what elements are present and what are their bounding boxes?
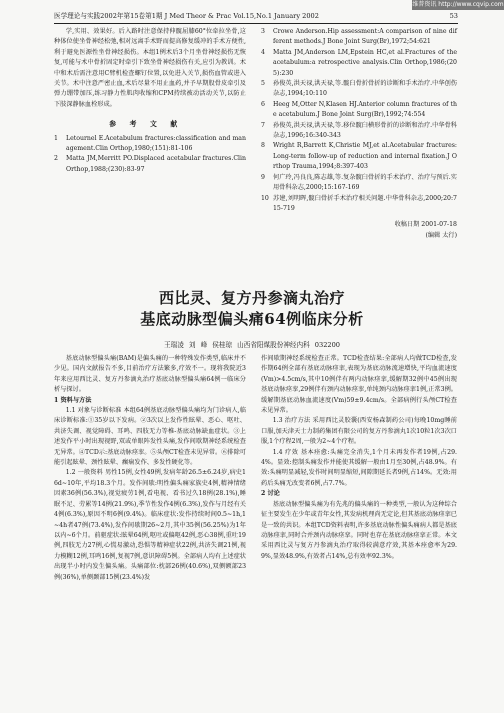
reference-item: 6 Heeg M,Otter N,Klasen HJ.Anterior column fractures of the acetabulum.J Bone Joint Surg(Br),1992;74:554 — [261, 100, 457, 119]
reference-item: 8 Wright R,Barrett K,Christie MJ,et al.Acetabular fractures:Long-term follow-up of reduction and internal fixation.J Orthop Trauma,1994;8:397-403 — [261, 142, 457, 171]
watermark: 维普资讯 http://www.cqvip.com — [412, 1, 504, 8]
article-left-column — [54, 354, 246, 583]
body-paragraph: 基底动脉型偏头痛为有先兆的偏头痛的一种类型,一般认为这种综合征主要发生在少年或青年女性,其发病机理尚无定论,但其基底动脉痉挛已是一致的共识。本组TCD资料表明,许多基底动脉性偏头痛病人都是基底动脉痉挛,同时合并颈内动脉痉挛。同时也存在基底动脉痉挛正常。本文采用西比灵与复方丹参滴丸治疗取得较满意疗效,其基本痊愈率为29.9%,显效48.9%,有效者占14%,总有效率92.3%。 — [261, 500, 457, 560]
article-affiliation: 山西省阳煤股份神经内科 032200 — [237, 341, 340, 349]
page-number: 53 — [449, 12, 458, 20]
reference-item: 4 Matta JM,Anderson LM,Epstein HC,et al.Fractures of the acetabulum:a retrospective analysis.Clin Orthop,1986;(205):230 — [261, 48, 457, 77]
body-paragraph: 1.2 一般资料 男性15例,女性49例,发病年龄26.5±6.24岁,病史16d~10年,平均18.3个月。发作间歇:明性偏头痛家族史4例,精神情绪因素36例(56.3%),视觉疲劳1例,看电视、看书过久18例(28.1%),睡眠不足、劳累等14例(21.9%),季节性发作4例(6.3%),发作与月经有关4例(6.3%),原因不明6例(9.4%)。临床症状:发作持续时间0.5~1h,1~4h者47例(73.4%),发作间歇期26~2月,其中35例(56.25%)为1年以内~6个月。前驱症状:眩晕64例,呕吐或偏呕42例,恶心38例,重吐19例,四肢无力27例,心慌易激动,恐惧等精神症状22例,共济失调21例,视力模糊12例,耳鸣16例,复视7例,意识障碍5例。全部病人均有上述症状出现半小时内发生偏头痛。头痛部位:枕部26例(40.6%),双侧额部23例(36%),单侧颞部15例(23.4%)发 — [54, 469, 246, 581]
reference-item: 3 Crowe Anderson.Hip assessment:A comparison of nine different methods.J Bone Joint Surg(Br),1972;54:621 — [261, 28, 457, 46]
references-heading: 参考文献 — [109, 120, 191, 129]
running-header — [54, 10, 458, 24]
body-paragraph: 基底动脉型偏头痛(BAM)是偏头痛的一种特殊发作类型,临床并不少见。国内文献报告不多,目前治疗方法繁多,疗效不一。现将我院近3年来应用西比灵、复方丹参滴丸治疗基底动脉型偏头痛64例一临床分析与探讨。 — [54, 355, 246, 394]
reference-item: 10 苏建,刘明晖,髋臼骨折手术治疗相关问题.中华骨科杂志,2000;20:715-719 — [261, 194, 457, 212]
article-byline — [0, 339, 504, 349]
editor-note: (编辑 太行) — [425, 231, 457, 239]
article-authors: 王瑞凌 刘 峰 侯桂琼 — [164, 341, 233, 349]
header-journal-info: 医学理论与实践2002年第15卷第1期 J Med Theor & Prac Vol.15,No.1 January 2002 — [54, 12, 319, 20]
section-heading: 2 讨论 — [261, 490, 280, 498]
reference-item: 9 何广玲,冯良良,陈志雄,等.复杂髋臼骨折的手术治疗、治疗与预后.实用骨科杂志,2000;15:167-169 — [261, 173, 457, 192]
article-title-line-1: 西比灵、复方丹参滴丸治疗 — [158, 289, 345, 307]
prev-article-left-column — [54, 27, 246, 175]
reference-item: 1 Letournel E.Acetabulum fractures:classification and management.Clin Orthop,1980;(151):81-106 — [54, 134, 246, 153]
reference-item: 5 孙俊英,洪天禄,洪天禄,等.髋臼骨折骨折的诊断和手术治疗.中华创伤杂志,1994;10:110 — [261, 80, 457, 98]
section-heading: 1 资料与方法 — [54, 396, 92, 404]
prev-article-paragraph: 学,实用、效果好。后入路时注意保持伸髋屈膝60°位牵拉坐骨,这种体位使坐骨神经松弛,相对远离手术野而提高修复缓冲的手术方便性,利于避免医源性坐骨神经损伤。本组1例术后3个月坐骨神经损伤无恢复,可能与术中骨折固定时牵引下致坐骨神经损伤有关,应引为教训。术中和术后需注意用C臂机检查螺钉位置,以免进入关节,损伤血管或进入关节。术中注意严密止血,术后尽量不用止血药,并予早期股骨皮牵引及弹力绷带加压,练习静力性肌肉收缩和CPM持续被动活动关节,以防止下肢深静脉血栓形成。 — [54, 28, 246, 108]
body-paragraph: 作间歇期神经系统检查正常。TCD检查结果:全部病人均做TCD检查,发作期64例全部有基底动脉痉挛,表现为基底动脉流速增快,平均血流速度(Vm)>4.5cm/s,其中10例伴有两内动脉痉挛,缓解期32例中45例出现基底动脉痉挛,29例伴有颈内动脉痉挛,单纯颈内动脉痉挛1例,正常3例。缓解期基底动脉血流速度(Vm)59±9.4cm/s。全部病例行头颅CT检查未见异常。 — [261, 355, 457, 415]
received-date: 收稿日期 2001-07-18 — [394, 221, 457, 229]
article-title-line-2: 基底动脉型偏头痛64例临床分析 — [140, 310, 364, 328]
references-right-column — [261, 27, 457, 241]
body-paragraph: 1.4 疗效 基本痊愈:头痛完全消失,1个月未再发作者19例,占29.4%。显效:控制头痛发作并能使其缓解一般由1月至30例,占48.9%。有效:头痛明显减轻,发作时间明显缩短,间隙期延长者9例,占14%。无效:用药后头痛无改变者6例,占7.7%。 — [261, 448, 457, 487]
body-paragraph: 1.1 对象与诊断标准 本组64例基底动脉型偏头痛均为门诊病人,临床诊断标准:①35岁以下发病。②3次以上发作性眩晕、恶心、呕吐、共济失调、视觉障碍、耳鸣、四肢无力等椎-基底动脉缺血症状。③上述发作平小时出现视野,双或单眼阵发性头痛,发作间歇期神经系统检查无异常。④TCD示:基底动脉痉挛。⑤头颅CT检查未见异常。⑥排除可能引起眩晕、颈性眩晕、癫痫发作、多发性硬化等。 — [54, 407, 246, 467]
body-paragraph: 1.3 治疗方法 采用西比灵胶囊(西安杨森制药公司)每晚10mg睡前口服,加天津天士力制药集团有限公司的复方丹参滴丸1次10粒1次3次口服,1个疗程2周,一般为2~4个疗程。 — [261, 417, 457, 446]
reference-item: 2 Matta JM,Merritt PO.Displaced acetabular fractures.Clin Orthop,1988;(230):83-97 — [54, 155, 246, 173]
article-right-column — [261, 354, 457, 562]
reference-item: 7 孙俊英,洪天禄,洪天禄,等.移位髋臼横形骨折的诊断和治疗.中华骨科杂志,1996;16:340-343 — [261, 121, 457, 140]
